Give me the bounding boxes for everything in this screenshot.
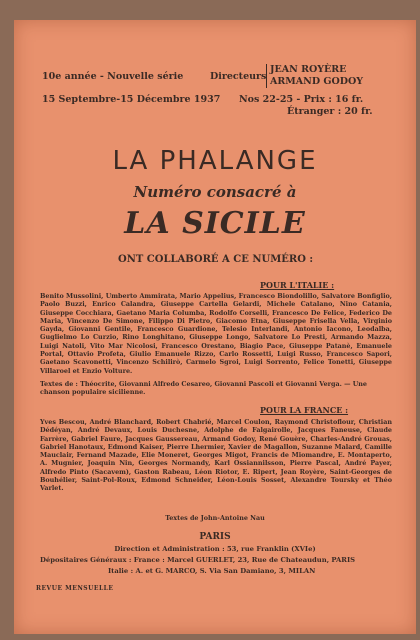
issue-dates: 15 Septembre-15 Décembre 1937 xyxy=(42,94,221,105)
issue-price: Nos 22-25 - Prix : 16 fr. xyxy=(239,94,364,105)
italy-contributors: Benito Mussolini, Umberto Ammirata, Mario Appelius, Francesco Biondolillo, Salvatore Bonfiglio, Paolo Buzzi, Enrico Calandra, Giuseppe Cartella Gelardi, Michele Catalano, Nino Catania, Giuseppe Cocchiara, Gaetano Maria Columba, Rodolfo Corselli, Francesco De Felice, Federico De Maria, Vincenzo De Simone, Filippo Di Pietro, Giacomo Etna, Giuseppe Frisella Vella, Virginio Gayda, Giovanni Gentile, Francesco Guardione, Telesio Interlandi, Antonio Iacono, Leodalba, Guglielmo Lo Curzio, Rino Longhitano, Giuseppe Longo, Salvatore Lo Presti, Armando Mazza, Luigi Natoli, Vito Mar Nicolosi, Francesco Orestano, Biagio Pace, Giuseppe Patanè, Emanuele Portal, Ottavio Profeta, Giulio Emanuele Rizzo, Carlo Rossetti, Luigi Russo, Francesco Sapori, Gaetano Scavonetti, Vincenzo Schilirò, Carmelo Sgroi, Luigi Sorrento, Felice Tonetti, Giuseppe Villaroel et Enzio Volture. xyxy=(40,292,392,375)
france-heading: POUR LA FRANCE : xyxy=(260,405,349,415)
depositaires-france: Dépositaires Généraux : France : Marcel GUERLET, 23, Rue de Chateaudun, PARIS xyxy=(40,556,356,564)
administration-address: Direction et Administration : 53, rue Franklin (XVIe) xyxy=(114,545,316,553)
subtitle: Numéro consacré à xyxy=(133,183,297,201)
france-contributors: Yves Bescou, André Blanchard, Robert Chabrié, Marcel Coulon, Raymond Christoflour, Christian Dédéyan, André Devaux, Louis Duchesne, Adolphe de Falgairolle, Jacques Faneuse, Claude Farrère, Gabriel Faure, Jacques Gaussereau, Armand Godoy, René Gouère, Charles-André Grouas, Gabriel Hanotaux, Edmond Kaiser, Pierre Lhermier, Xavier de Magallon, Suzanne Malard, Camille Mauclair, Fernand Mazade, Elie Moneret, Georges Migot, Francis de Miomandre, E. Montaperto, A. Mugnier, Joaquin Nin, Georges Normandy, Karl Ossiannilsson, Pierre Pascal, André Payer, Alfredo Pinto (Sacavem), Gaston Rabeau, Léon Riotor, E. Ripert, Jean Royère, Saint-Georges de Bouhélier, Saint-Pol-Roux, Edmond Schneider, Léon-Louis Sosset, Alexandre Toursky et Théo Varlet. xyxy=(40,418,392,493)
special-title: LA SICILE xyxy=(124,206,306,241)
revue-mensuelle: REVUE MENSUELLE xyxy=(36,585,114,592)
france-texts: Textes de John-Antoine Nau xyxy=(165,514,265,522)
collaborators-heading: ONT COLLABORÉ A CE NUMÉRO : xyxy=(118,254,314,265)
magazine-cover xyxy=(14,20,416,634)
directeurs-label: Directeurs xyxy=(210,71,267,82)
italy-texts: Textes de : Théocrite, Giovanni Alfredo Cesareo, Giovanni Pascoli et Giovanni Verga. — Une chanson populaire sicilienne. xyxy=(40,380,367,397)
page-title: LA PHALANGE xyxy=(112,146,318,176)
city: PARIS xyxy=(199,532,231,542)
director-2: ARMAND GODOY xyxy=(270,76,364,87)
director-1: JEAN ROYÈRE xyxy=(270,64,347,75)
directors-block xyxy=(266,64,363,88)
italy-heading: POUR L'ITALIE : xyxy=(260,280,335,290)
depositaires-italie: Italie : A. et G. MARCO, S. Via San Damiano, 3, MILAN xyxy=(108,567,316,575)
year-series: 10e année - Nouvelle série xyxy=(42,71,184,82)
foreign-price: Étranger : 20 fr. xyxy=(287,106,373,117)
